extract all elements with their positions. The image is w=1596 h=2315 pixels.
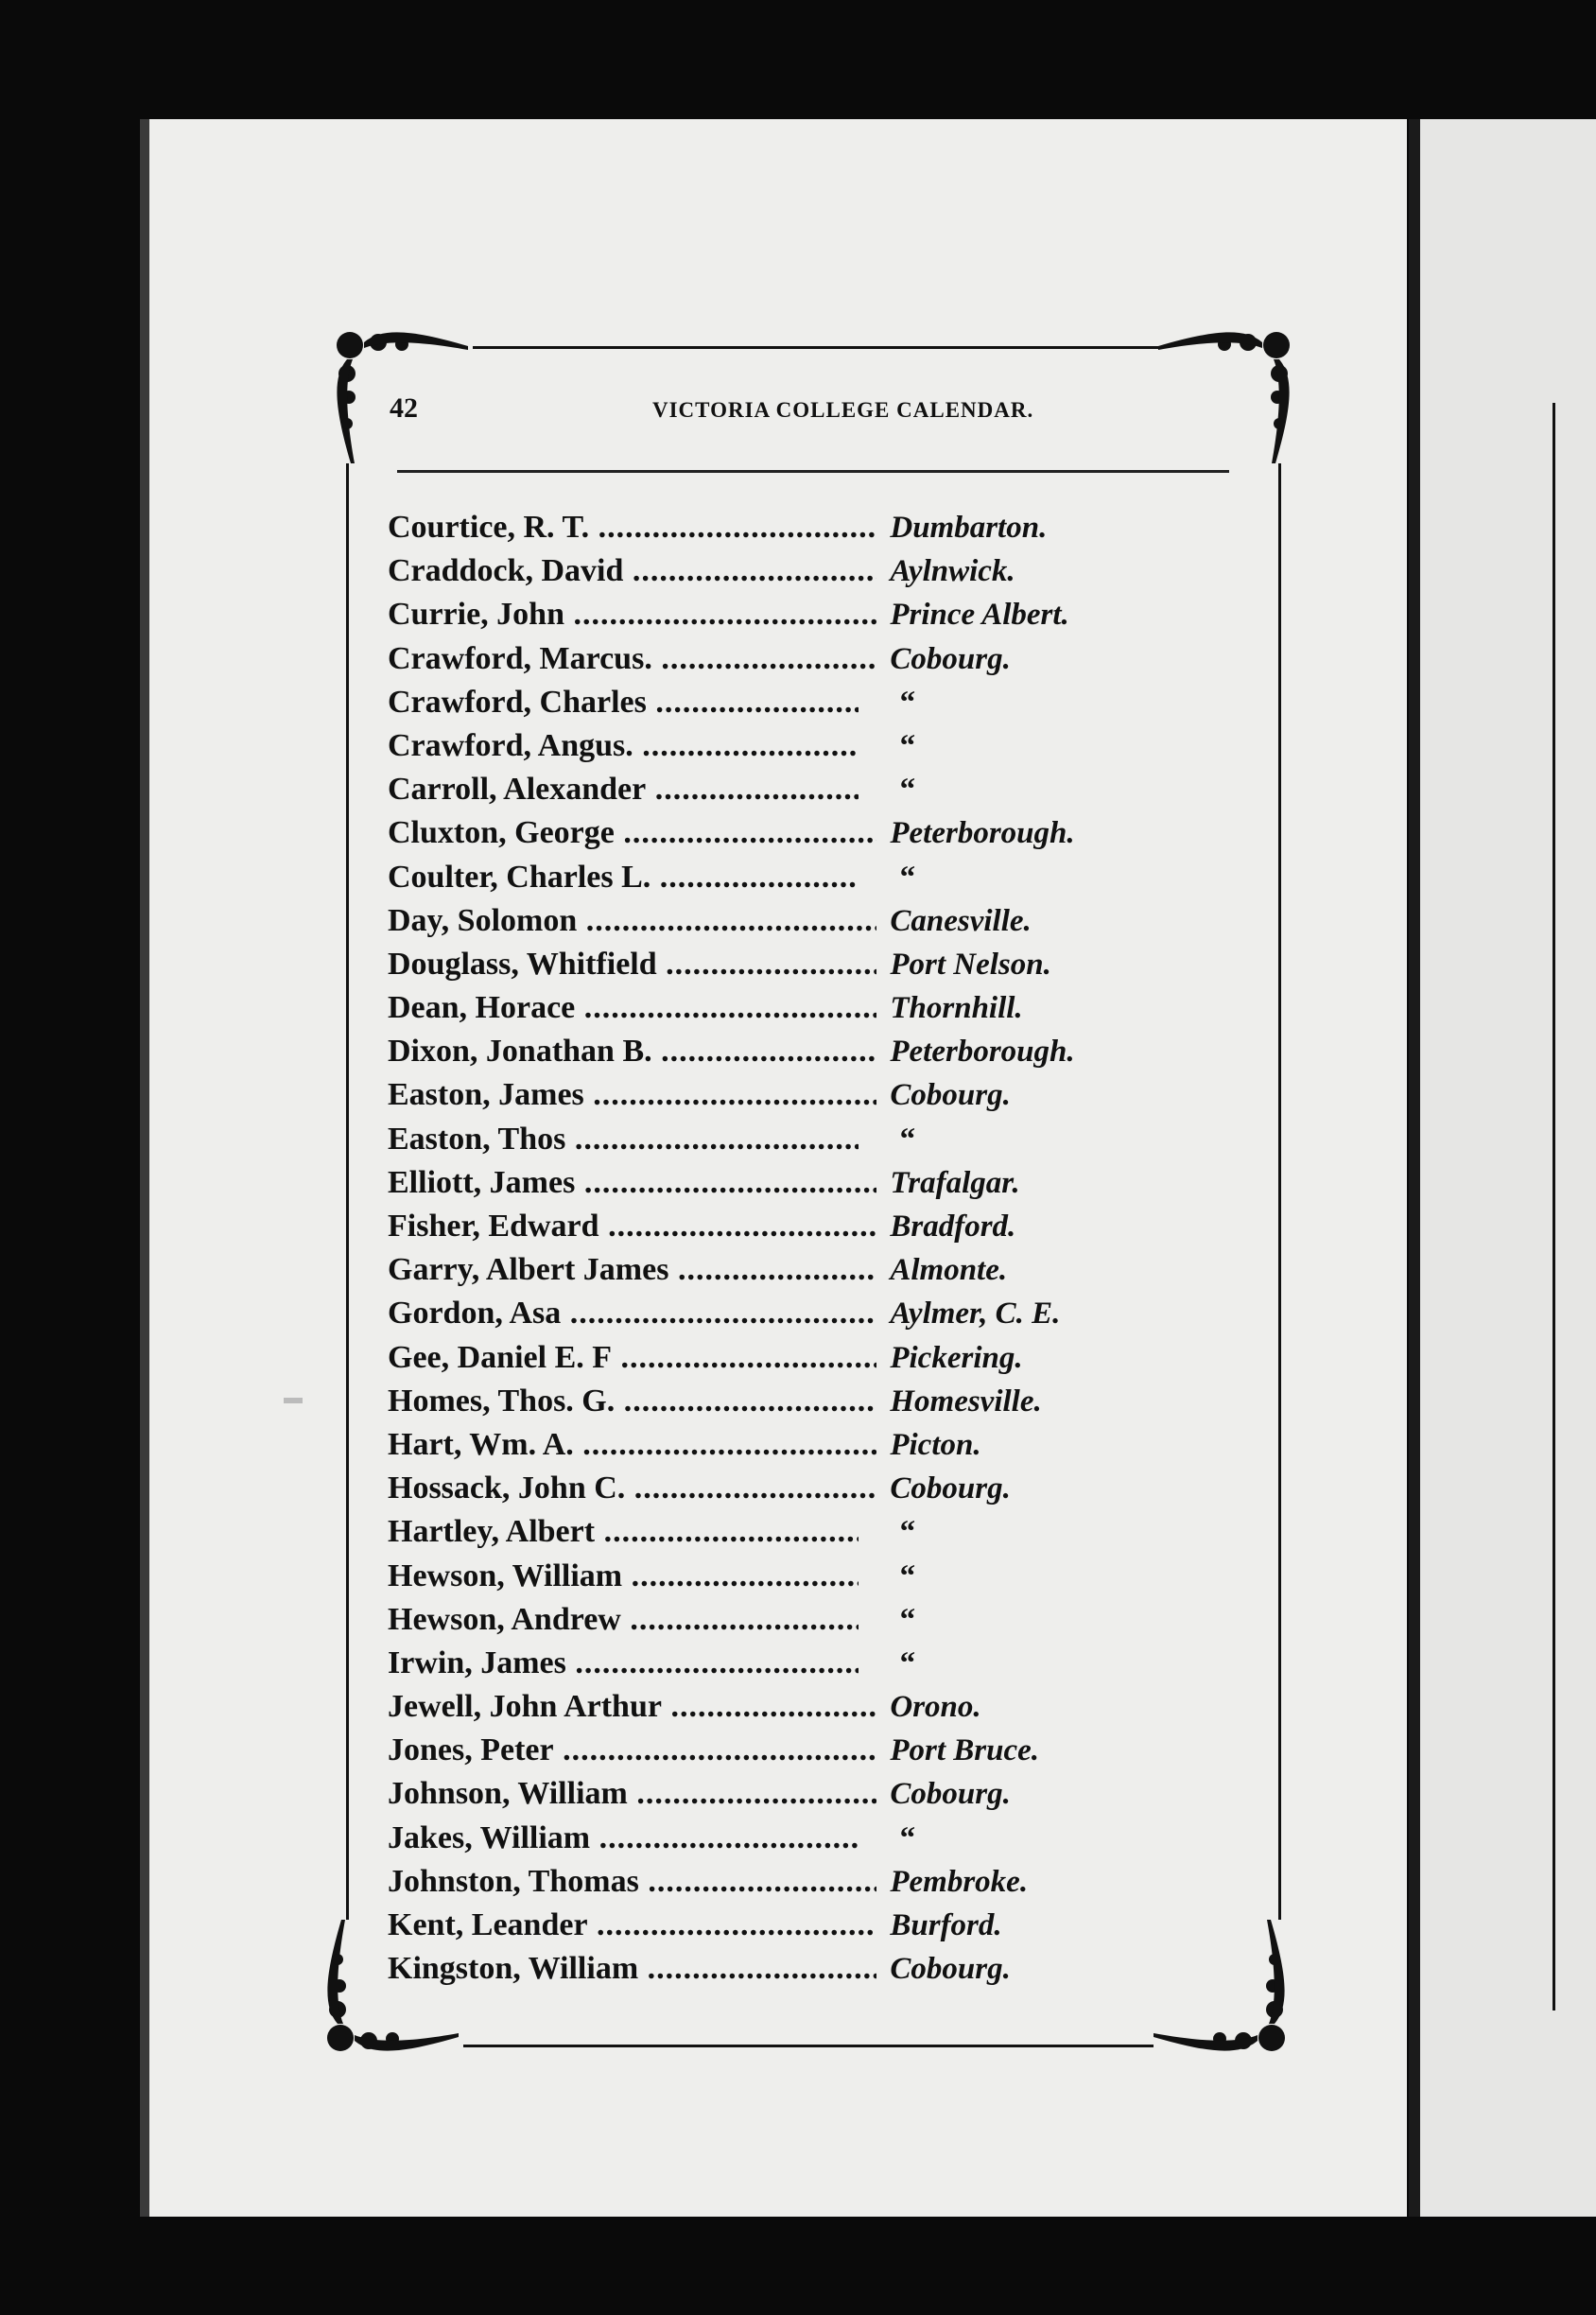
student-name: Homes, Thos. G. ..... bbox=[388, 1381, 876, 1422]
student-residence: Prince Albert. bbox=[890, 598, 1069, 633]
list-item bbox=[388, 725, 1144, 769]
list-item bbox=[388, 769, 1144, 812]
student-residence: Aylnwick. bbox=[890, 554, 1015, 589]
student-name: Coulter, Charles L. ..... bbox=[388, 857, 859, 898]
student-name: Hossack, John C. ..... bbox=[388, 1468, 876, 1509]
student-name: Kingston, William ..... bbox=[388, 1948, 876, 1990]
student-name: Jakes, William ..... bbox=[388, 1818, 859, 1859]
list-item bbox=[388, 1119, 1144, 1162]
student-residence: Pembroke. bbox=[890, 1864, 1029, 1899]
student-residence: Bradford. bbox=[890, 1210, 1016, 1244]
student-residence: Aylmer, C. E. bbox=[890, 1297, 1061, 1332]
student-name: Day, Solomon ..... bbox=[388, 900, 876, 942]
facing-page-edge bbox=[1420, 119, 1596, 2217]
speck bbox=[284, 1398, 303, 1403]
student-residence: “ bbox=[899, 860, 916, 895]
student-residence: Orono. bbox=[890, 1690, 981, 1725]
student-residence: Pickering. bbox=[890, 1340, 1023, 1375]
student-name: Carroll, Alexander ..... bbox=[388, 769, 859, 810]
student-residence: Picton. bbox=[890, 1427, 981, 1462]
student-residence: Dumbarton. bbox=[890, 511, 1048, 545]
list-item bbox=[388, 1468, 1144, 1511]
list-item bbox=[388, 1773, 1144, 1817]
page-number: 42 bbox=[390, 392, 418, 424]
student-name: Dixon, Jonathan B. ..... bbox=[388, 1031, 876, 1072]
student-name: Johnson, William ..... bbox=[388, 1773, 876, 1815]
student-name: Jewell, John Arthur ..... bbox=[388, 1686, 876, 1728]
student-residence: “ bbox=[899, 685, 916, 720]
student-name: Hewson, William ..... bbox=[388, 1556, 859, 1597]
student-name: Courtice, R. T. ..... bbox=[388, 507, 876, 548]
student-residence: “ bbox=[899, 728, 916, 763]
list-item bbox=[388, 857, 1144, 900]
list-item bbox=[388, 594, 1144, 637]
student-name: Kent, Leander ..... bbox=[388, 1905, 876, 1946]
student-residence: Cobourg. bbox=[890, 1777, 1011, 1812]
student-residence: Peterborough. bbox=[890, 1035, 1075, 1070]
student-residence: Canesville. bbox=[890, 903, 1032, 938]
list-item bbox=[388, 1861, 1144, 1905]
student-name: Elliott, James ..... bbox=[388, 1162, 876, 1204]
frame-left-rule bbox=[346, 463, 349, 1920]
list-item bbox=[388, 1293, 1144, 1336]
student-name: Garry, Albert James ..... bbox=[388, 1249, 876, 1291]
student-residence: Homesville. bbox=[890, 1384, 1042, 1419]
list-item bbox=[388, 1556, 1144, 1599]
student-residence: “ bbox=[899, 773, 916, 808]
list-item bbox=[388, 1948, 1144, 1992]
student-residence: Cobourg. bbox=[890, 1078, 1011, 1113]
student-name: Johnston, Thomas ..... bbox=[388, 1861, 876, 1903]
student-residence: “ bbox=[899, 1515, 916, 1550]
student-residence: Cobourg. bbox=[890, 1952, 1011, 1987]
list-item bbox=[388, 1686, 1144, 1730]
list-item bbox=[388, 638, 1144, 682]
student-residence: Peterborough. bbox=[890, 816, 1075, 851]
student-name: Gee, Daniel E. F ..... bbox=[388, 1337, 876, 1379]
student-residence: Trafalgar. bbox=[890, 1165, 1020, 1200]
student-name: Crawford, Angus. ..... bbox=[388, 725, 859, 767]
list-item bbox=[388, 1074, 1144, 1118]
student-residence: Port Nelson. bbox=[890, 947, 1051, 982]
student-name: Cluxton, George ..... bbox=[388, 812, 876, 854]
student-residence: “ bbox=[899, 1122, 916, 1157]
student-name: Currie, John ..... bbox=[388, 594, 876, 635]
list-item bbox=[388, 1643, 1144, 1686]
student-name: Hartley, Albert ..... bbox=[388, 1511, 859, 1553]
student-residence: Cobourg. bbox=[890, 641, 1011, 676]
frame-right-rule bbox=[1278, 463, 1281, 1920]
student-name: Hewson, Andrew ..... bbox=[388, 1599, 859, 1641]
running-title: VICTORIA COLLEGE CALENDAR. bbox=[652, 398, 1034, 422]
list-item bbox=[388, 550, 1144, 594]
student-name: Easton, James ..... bbox=[388, 1074, 876, 1116]
list-item bbox=[388, 682, 1144, 725]
student-name: Hart, Wm. A. ..... bbox=[388, 1424, 876, 1466]
page-gutter bbox=[1409, 119, 1420, 2217]
list-item bbox=[388, 507, 1144, 550]
student-name: Irwin, James ..... bbox=[388, 1643, 859, 1684]
header-rule bbox=[397, 470, 1229, 473]
student-name: Easton, Thos ..... bbox=[388, 1119, 859, 1160]
student-residence: Thornhill. bbox=[890, 991, 1023, 1026]
list-item bbox=[388, 944, 1144, 987]
student-name: Craddock, David ..... bbox=[388, 550, 876, 592]
list-item bbox=[388, 1424, 1144, 1468]
student-name: Dean, Horace ..... bbox=[388, 987, 876, 1029]
list-item bbox=[388, 1206, 1144, 1249]
list-item bbox=[388, 900, 1144, 944]
student-residence: “ bbox=[899, 1558, 916, 1593]
student-name: Crawford, Charles ..... bbox=[388, 682, 859, 723]
student-residence: “ bbox=[899, 1645, 916, 1680]
student-name: Gordon, Asa ..... bbox=[388, 1293, 876, 1334]
student-name: Douglass, Whitfield ..... bbox=[388, 944, 876, 985]
frame-bottom-rule bbox=[463, 2045, 1154, 2047]
list-item bbox=[388, 1818, 1144, 1861]
student-residence: Burford. bbox=[890, 1908, 1002, 1942]
student-residence: “ bbox=[899, 1820, 916, 1855]
list-item bbox=[388, 1031, 1144, 1074]
list-item bbox=[388, 1730, 1144, 1773]
list-item bbox=[388, 1599, 1144, 1643]
student-residence: Cobourg. bbox=[890, 1471, 1011, 1506]
student-residence: Almonte. bbox=[890, 1253, 1008, 1288]
facing-page-rule bbox=[1553, 403, 1555, 2010]
list-item bbox=[388, 1381, 1144, 1424]
list-item bbox=[388, 1249, 1144, 1293]
ornament-bottom-right-icon bbox=[1154, 1920, 1295, 2062]
student-name: Fisher, Edward ..... bbox=[388, 1206, 876, 1247]
frame-top-rule bbox=[473, 346, 1163, 349]
list-item bbox=[388, 1162, 1144, 1206]
student-residence: “ bbox=[899, 1602, 916, 1637]
list-item bbox=[388, 1905, 1144, 1948]
student-name: Jones, Peter ..... bbox=[388, 1730, 876, 1771]
student-name: Crawford, Marcus. ..... bbox=[388, 638, 876, 680]
list-item bbox=[388, 1337, 1144, 1381]
list-item bbox=[388, 812, 1144, 856]
student-list bbox=[388, 507, 1144, 1992]
ornament-top-right-icon bbox=[1158, 322, 1300, 463]
student-residence: Port Bruce. bbox=[890, 1733, 1040, 1768]
list-item bbox=[388, 987, 1144, 1031]
list-item bbox=[388, 1511, 1144, 1555]
